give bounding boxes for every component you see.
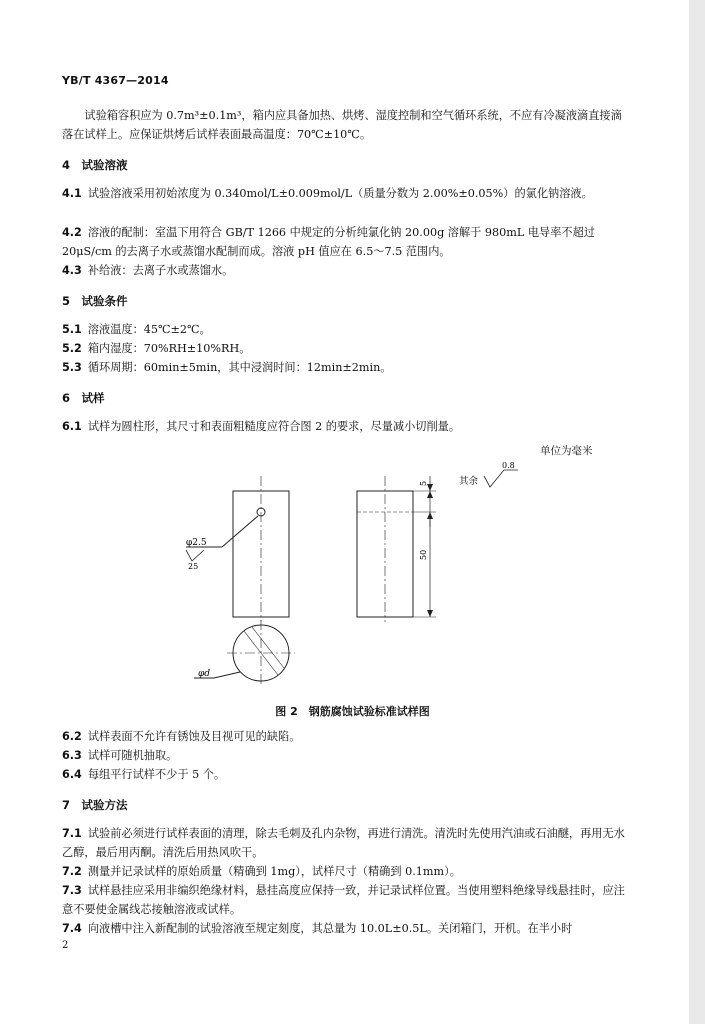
dim-length-label: 50 (419, 549, 428, 560)
clause-7-4 (62, 919, 632, 938)
section-4-title: 4 试验溶液 (62, 158, 128, 172)
clause-number: 6.1 (62, 420, 82, 433)
clause-number: 7.2 (62, 865, 82, 878)
clause-number: 5.2 (62, 342, 82, 355)
clause-number: 4.1 (62, 187, 82, 200)
clause-number: 4.2 (62, 226, 82, 239)
clause-text: 试验溶液采用初始浓度为 0.340mol/L±0.009mol/L（质量分数为 2.00%±0.05%）的氯化钠溶液。 (87, 187, 593, 200)
clause-text: 试样表面不允许有锈蚀及目视可见的缺陷。 (87, 730, 301, 743)
clause-7-3 (62, 881, 632, 919)
page-number: 2 (62, 940, 69, 951)
section-6-title: 6 试样 (62, 391, 105, 405)
clause-text: 试验前必须进行试样表面的清理，除去毛刺及孔内杂物，再进行清洗。清洗时先使用汽油或石油醚，再用无水乙醇，最后用丙酮。清洗后用热风吹干。 (62, 827, 625, 859)
rest-label: 其余 (459, 476, 479, 487)
figure-caption: 图 2 钢筋腐蚀试验标准试样图 (275, 705, 430, 718)
clause-number: 5.3 (62, 361, 82, 374)
standard-header: YB/T 4367—2014 (62, 74, 169, 87)
clause-6-3 (62, 746, 632, 765)
clause-7-1 (62, 824, 632, 862)
clause-7-2 (62, 862, 632, 881)
clause-number: 4.3 (62, 264, 82, 277)
intro-paragraph: 试验箱容积应为 0.7m³±0.1m³，箱内应具备加热、烘烤、湿度控制和空气循环系统，不应有冷凝液滴直接滴落在试样上。应保证烘烤后试样表面最高温度：70℃±10℃。 (62, 109, 622, 141)
clause-text: 试样为圆柱形，其尺寸和表面粗糙度应符合图 2 的要求，尽量减小切削量。 (87, 420, 461, 433)
clause-number: 7.4 (62, 922, 82, 935)
clause-6-4 (62, 765, 632, 784)
clause-text: 向液槽中注入新配制的试验溶液至规定刻度，其总量为 10.0L±0.5L。关闭箱门，开机。在半小时 (87, 922, 573, 935)
clause-number: 6.3 (62, 749, 82, 762)
clause-number: 7.1 (62, 827, 82, 840)
section-7-title: 7 试验方法 (62, 798, 128, 812)
hole-dia-label: φ2.5 (186, 538, 207, 548)
clause-number: 6.2 (62, 730, 82, 743)
clause-number: 6.4 (62, 768, 82, 781)
dim-top-label: 5 (419, 480, 428, 486)
dia-d-label: φd (198, 669, 211, 679)
hole-roughness-label: 25 (188, 562, 199, 571)
clause-text: 每组平行试样不少于 5 个。 (87, 768, 226, 781)
rest-roughness-label: 0.8 (502, 461, 515, 470)
unit-note: 单位为毫米 (540, 445, 593, 457)
clause-text: 溶液温度：45℃±2℃。 (87, 323, 211, 336)
clause-text: 试样悬挂应采用非编织绝缘材料，悬挂高度应保持一致，并记录试样位置。当使用塑料绝缘导线悬挂时，应注意不要使金属线芯接触溶液或试样。 (62, 884, 625, 916)
clause-text: 补给液：去离子水或蒸馏水。 (87, 264, 234, 277)
clause-number: 5.1 (62, 323, 82, 336)
clause-number: 7.3 (62, 884, 82, 897)
section-5-title: 5 试验条件 (62, 294, 128, 308)
clause-text: 试样可随机抽取。 (87, 749, 178, 762)
clause-text: 溶液的配制：室温下用符合 GB/T 1266 中规定的分析纯氯化钠 20.00g 溶解于 980mL 电导率不超过 20μS/cm 的去离子水或蒸馏水配制而成。溶液 pH 值应在 6.5～7.5 范围内。 (62, 226, 595, 258)
clause-text: 循环周期：60min±5min，其中浸润时间：12min±2min。 (87, 361, 392, 374)
clause-6-2 (62, 727, 632, 746)
clause-text: 箱内湿度：70%RH±10%RH。 (87, 342, 251, 355)
clause-text: 测量并记录试样的原始质量（精确到 1mg），试样尺寸（精确到 0.1mm）。 (87, 865, 461, 878)
